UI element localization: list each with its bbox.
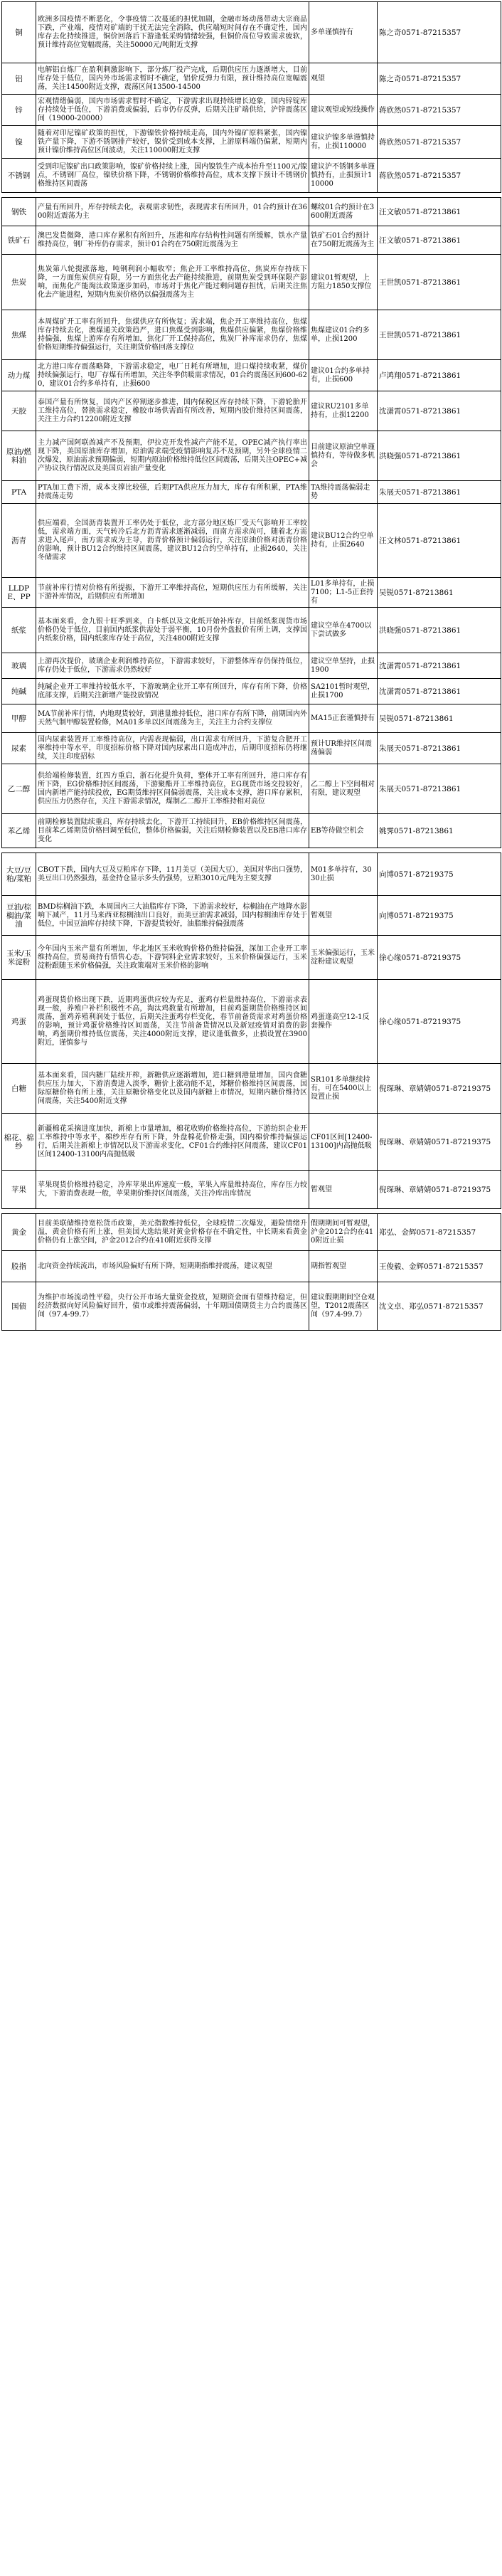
table-row <box>2 1114 501 1171</box>
contact-cell: 汪文敏0571-87213861 <box>378 198 501 226</box>
analysis-cell: 基本面来看，金九银十旺季到来，白卡纸以及文化纸开始补库存，目前纸浆现货市场价格仍处于低位，目前国内纸浆供需处于弱平衡，10月份外盘报价有所上调，支撑国内纸浆价格，国内纸浆库存处于高位，关注4800附近支撑 <box>36 608 309 653</box>
conclusion-cell: 建议空单坚持，止损1900 <box>309 653 378 679</box>
conclusion-cell: 玉米偏强运行，玉米淀粉建议观望 <box>309 936 378 980</box>
analysis-cell: 宏观情绪偏弱，国内市场需求暂时不确定，下游需求出现持续增长迹象，国内锌锭库存持续处于低位，下游消费或偏弱，后市仍存反弹，后期关注矿端供给，沪锌震荡区间（19000-20000） <box>36 95 309 126</box>
commodity-name-cell: 纯碱 <box>2 679 36 704</box>
contact-cell: 汪文敏0571-87213861 <box>378 226 501 255</box>
conclusion-cell: 多单谨慎持有 <box>309 2 378 63</box>
commodity-name-cell: 甲醇 <box>2 704 36 733</box>
commodity-name-cell: 纸浆 <box>2 608 36 653</box>
conclusion-cell: 建议假期期间空仓观望，T2012震荡区间（97.4-99.7） <box>309 1282 378 1331</box>
table-row <box>2 2 501 63</box>
contact-cell: 向博0571-87219375 <box>378 896 501 936</box>
conclusion-cell: 建议01暂观望，上方阻力1850支撑位 <box>309 255 378 310</box>
analysis-cell: 澳巴发货微降，港口库存累积有所回升，压港和库存结构性问题有所缓解，铁水产量维持高位，钢厂补库仍存需求，预计01合约在750附近震荡为主 <box>36 226 309 255</box>
table-row <box>2 653 501 679</box>
contact-cell: 陈之奇0571-87215357 <box>378 63 501 95</box>
commodity-name-cell: LLDPE、PP <box>2 578 36 608</box>
table-row <box>2 481 501 504</box>
commodity-name-cell: 国债 <box>2 1282 36 1331</box>
table-row <box>2 1064 501 1114</box>
table-row <box>2 391 501 431</box>
commodity-name-cell: 原油/燃料油 <box>2 431 36 481</box>
analysis-cell: 电解铝自炼厂在盈利刺激影响下，部分炼厂投产完成，后期供应压力逐渐增大，目前库存处于低位，国内外市场需求暂时不确定，铝价反弹力有限，预计维持高位宽幅震荡，关注14500附近支撑，震荡区间13500-14500 <box>36 63 309 95</box>
conclusion-cell: 建议沪不锈钢多单谨慎持有，止损预计110000 <box>309 159 378 193</box>
commodity-name-cell: 铁矿石 <box>2 226 36 255</box>
commodity-name-cell: 玻璃 <box>2 653 36 679</box>
contact-cell: 徐心缘0571-87219375 <box>378 980 501 1064</box>
contact-cell: 徐心缘0571-87219375 <box>378 936 501 980</box>
table-row <box>2 814 501 848</box>
contact-cell: 蒋欣然0571-87215357 <box>378 95 501 126</box>
analysis-cell: 新疆棉花采摘进度加快，新棉上市量增加，棉花收购价格维持高位，下游纺织企业开工率维持中等水平，棉纱库存有所下降，外盘棉花价格走强，国内棉价维持偏强运行，后期关注新棉上市情况以及下游需求变化，CF01合约维持区间震荡，建议CF01区间12400-13100内高抛低吸 <box>36 1114 309 1171</box>
analysis-cell: 苹果现货价格维持稳定，冷库苹果出库速度一般，苹果入库量维持高位，库存压力较大，下游消费表现一般，苹果期价维持区间震荡，关注冷库出库情况 <box>36 1171 309 1209</box>
table-row <box>2 126 501 159</box>
conclusion-cell: TA维持震荡偏弱走势 <box>309 481 378 504</box>
analysis-cell: 目前美联储维持宽松货币政策，美元指数维持低位，全球疫情二次爆发，避险情绪升温，黄金价格有所上涨，但美国大选结果对黄金价格存在不确定性，中长期来看黄金价格仍有上涨空间，沪金2012合约在410附近获得支撑 <box>36 1214 309 1251</box>
table-row <box>2 159 501 193</box>
section-gap <box>2 848 501 853</box>
commodity-name-cell: 乙二醇 <box>2 764 36 814</box>
commodity-name-cell: 焦煤 <box>2 310 36 360</box>
commodity-name-cell: 玉米/玉米淀粉 <box>2 936 36 980</box>
commodity-name-cell: 苯乙烯 <box>2 814 36 848</box>
analysis-cell: PTA加工费下滑，成本支撑比较强，后期PTA供应压力加大，库存有所积累，PTA维持震荡走势 <box>36 481 309 504</box>
conclusion-cell: SR101多单继续持有，可在5400以上设置止损 <box>309 1064 378 1114</box>
contact-cell: 洪晓强0571-87213861 <box>378 608 501 653</box>
conclusion-cell: 铁矿石01合约预计在750附近震荡为主 <box>309 226 378 255</box>
commodity-name-cell: 股指 <box>2 1251 36 1282</box>
conclusion-cell: 建议沪镍多单谨慎持有，止损110000 <box>309 126 378 159</box>
commodity-name-cell: 镍 <box>2 126 36 159</box>
analysis-cell: 节前补库行情对价格有所提振，下游开工率维持高位，短期供应压力有所缓解，关注下游补库情况，后期供应有所增加 <box>36 578 309 608</box>
analysis-cell: 本周煤矿开工率有所回升，焦煤供应有所恢复；需求端，焦企开工率维持高位，焦煤库存持续去化，澳煤通关政策趋严，进口焦煤受到影响，焦煤供应偏紧，焦煤价格维持偏强，焦煤上游库存有所增加，焦化厂开工保持高位，焦炭厂补库需求仍存，焦煤价格短期维持偏强运行，关注期货价格回落支撑位 <box>36 310 309 360</box>
analysis-cell: 随着对印尼镍矿政策的担忧，下游镍铁价格持续走高，国内外镍矿原料紧张，国内镍铁产量下降，下游不锈钢排产较好，镍价受到成本支撑，上游原料端仍偏紧，短期内预计镍价维持高位区间波动，关注110000附近支撑 <box>36 126 309 159</box>
commodity-name-cell: 大豆/豆粕/菜粕 <box>2 853 36 896</box>
contact-cell: 沈潇霄0571-87213861 <box>378 391 501 431</box>
table-row <box>2 853 501 896</box>
conclusion-cell: 建议BU12合约空单持有，止损2640 <box>309 504 378 578</box>
analysis-cell: 今年国内玉米产量有所增加，华北地区玉米收购价格仍维持偏强，深加工企业开工率维持高位，贸易商持有惜售心态，下游饲料企业需求较好，玉米价格偏强运行，玉米淀粉跟随玉米价格偏强，关注政策端对玉米价格的影响 <box>36 936 309 980</box>
conclusion-cell: 建议RU2101多单持有，止损12200 <box>309 391 378 431</box>
table-row <box>2 764 501 814</box>
analysis-cell: 受到印尼镍矿出口政策影响，镍矿价格持续上涨，国内镍铁生产成本抬升至1100元/镍点，不锈钢厂高位，镍铁价格下降，不锈钢价格维持高位，成本支撑下预计不锈钢价格维持区间震荡 <box>36 159 309 193</box>
table-row <box>2 578 501 608</box>
analysis-cell: 为维护市场流动性平稳，央行公开市场大量资金投放，短期资金面有望维持稳定，但经济数据向好风险偏好回升，债市或维持震荡偏弱，十年期国债期货主力合约震荡区间（97.4-99.7） <box>36 1282 309 1331</box>
commodity-name-cell: PTA <box>2 481 36 504</box>
commodity-name-cell: 棉花、棉纱 <box>2 1114 36 1171</box>
commodity-name-cell: 沥青 <box>2 504 36 578</box>
table-row <box>2 310 501 360</box>
table-row <box>2 608 501 653</box>
contact-cell: 郑弘、金辉0571-87215357 <box>378 1214 501 1251</box>
table-row <box>2 980 501 1064</box>
contact-cell: 陈之奇0571-87215357 <box>378 2 501 63</box>
table-row <box>2 226 501 255</box>
analysis-cell: 焦炭第八轮提涨落地，吨钢利润小幅收窄；焦企开工率维持高位，焦炭库存持续下降，一方面焦炭供应有限，另一方面焦化去产能持续推进，前期焦炭受到环保限产影响，而焦化产能淘汰政策逐步加码，市场对于焦化产能过剩问题存担忧，后期关注焦化去产能进程，短期内焦炭价格仍以偏强震荡为主 <box>36 255 309 310</box>
contact-cell: 蒋欣然0571-87215357 <box>378 126 501 159</box>
conclusion-cell: 观望 <box>309 63 378 95</box>
conclusion-cell: M01多单持有，3030止损 <box>309 853 378 896</box>
commodity-name-cell: 天胶 <box>2 391 36 431</box>
contact-cell: 倪琛琳、章婧婧0571-87219375 <box>378 1064 501 1114</box>
contact-cell: 向博0571-87219375 <box>378 853 501 896</box>
commodity-name-cell: 黄金 <box>2 1214 36 1251</box>
analysis-cell: BMD棕榈油下跌，本周国内三大油脂库存下降，下游需求较好，棕榈油在产地降水影响下减产，11月马来西亚棕榈油出口良好，而美豆油需求减弱，国内棕榈油库存处于低位，中国豆油库存持续下降，下游提货较好，油脂维持偏强震荡 <box>36 896 309 936</box>
table-row <box>2 360 501 391</box>
contact-cell: 沈文卓、郑弘0571-87215357 <box>378 1282 501 1331</box>
analysis-cell: 主力减产国阿联酋减产不及预期，伊拉克开发性减产产能不足，OPEC减产执行率出现下降，美国原油库存增加，原油需求端受疫情影响复苏不及预期，另外全球疫情二次爆发，原油需求预期偏弱，短期内原油价格维持低位区间震荡，后期关注OPEC+减产协议执行情况以及美国页岩油产量变化 <box>36 431 309 481</box>
contact-cell: 蒋欣然0571-87215357 <box>378 159 501 193</box>
strategy-table <box>1 1 501 1331</box>
contact-cell: 汪文林0571-87213861 <box>378 504 501 578</box>
table-row <box>2 1171 501 1209</box>
conclusion-cell: 鸡蛋逢高空12-1反套操作 <box>309 980 378 1064</box>
conclusion-cell: MA15正套谨慎持有 <box>309 704 378 733</box>
conclusion-cell: SA2101暂时观望，止损1700 <box>309 679 378 704</box>
commodity-name-cell: 不锈钢 <box>2 159 36 193</box>
conclusion-cell: 建议观望或短线操作 <box>309 95 378 126</box>
conclusion-cell: 暂观望 <box>309 896 378 936</box>
commodity-name-cell: 钢铁 <box>2 198 36 226</box>
contact-cell: 倪琛琳、章婧婧0571-87219375 <box>378 1114 501 1171</box>
contact-cell: 沈潇霄0571-87213861 <box>378 679 501 704</box>
table-row <box>2 1282 501 1331</box>
table-row <box>2 1251 501 1282</box>
conclusion-cell: 焦煤建议01合约多单，止损1200 <box>309 310 378 360</box>
contact-cell: 倪琛琳、章婧婧0571-87219375 <box>378 1171 501 1209</box>
commodity-name-cell: 尿素 <box>2 733 36 764</box>
conclusion-cell: 期指暂观望 <box>309 1251 378 1282</box>
analysis-cell: CBOT下跌，国内大豆及豆粕库存下降，11月美豆（美国大豆），美国对华出口强势，美豆出口仍然强劲，基金持仓显示多头仍强势，豆粕3010元/吨为主要支撑 <box>36 853 309 896</box>
contact-cell: 王俊毅、金辉0571-87215357 <box>378 1251 501 1282</box>
commodity-name-cell: 铝 <box>2 63 36 95</box>
analysis-cell: 产量有所回升，库存持续去化，表观需求韧性，表现需求有所回升，01合约预计在3600附近震荡为主 <box>36 198 309 226</box>
section-gap <box>2 1209 501 1214</box>
table-row <box>2 936 501 980</box>
commodity-name-cell: 苹果 <box>2 1171 36 1209</box>
analysis-cell: 欧洲多国疫情不断恶化，令事疫情二次蔓延的担忧加剧，金融市场动荡带动大宗商品下跌，产业端，疫情对矿端的干扰无法完全消除，供应端短时间存在不确定性，国内库存去化持续推进，铜价回落后下游逢低采购情绪较强，但铜价高位导致需求疲软，预计维持高位宽幅震荡，关注50000元/吨附近支撑 <box>36 2 309 63</box>
conclusion-cell: EB等待做空机会 <box>309 814 378 848</box>
table-row <box>2 704 501 733</box>
commodity-name-cell: 锌 <box>2 95 36 126</box>
contact-cell: 姚霁0571-87213861 <box>378 814 501 848</box>
conclusion-cell: 建议01合约多单持有，止损600 <box>309 360 378 391</box>
table-row <box>2 431 501 481</box>
contact-cell: 朱展天0571-87213861 <box>378 764 501 814</box>
table-row <box>2 255 501 310</box>
conclusion-cell: 假期期间可暂观望，沪金2012合约在410附近止损 <box>309 1214 378 1251</box>
conclusion-cell: 目前建议原油空单谨慎持有，等待做多机会 <box>309 431 378 481</box>
commodity-name-cell: 白糖 <box>2 1064 36 1114</box>
analysis-cell: 鸡蛋现货价格出现下跌，近期鸡蛋供应较为充足，蛋鸡存栏量维持高位，下游需求表现一般，养殖户补栏积极性不高，淘汰鸡数量有所增加，目前鸡蛋期货价格维持区间震荡，蛋鸡养殖利润处于低位，后期关注蛋鸡存栏变化，春节前备货需求对鸡蛋价格的影响，预计鸡蛋价格维持区间震荡，关注节前备货情况以及新冠疫情对消费的影响，鸡蛋期价维持低位震荡，关注4000附近支撑，建议逢低做多，止损设置在3900附近，谨慎参与 <box>36 980 309 1064</box>
contact-cell: 吴锐0571-87213861 <box>378 704 501 733</box>
commodity-name-cell: 焦炭 <box>2 255 36 310</box>
commodity-name-cell: 铜 <box>2 2 36 63</box>
contact-cell: 沈潇霄0571-87213861 <box>378 653 501 679</box>
analysis-cell: 北向资金持续流出，市场风险偏好有所下降，短期期指维持震荡，建议观望 <box>36 1251 309 1282</box>
analysis-cell: 前期检修装置陆续重启，库存持续去化，下游开工持续回升，EB价格维持区间震荡，目前苯乙烯期货价格回调至低位，整体价格偏弱，关注后期检修装置以及EB港口库存变化 <box>36 814 309 848</box>
table-row <box>2 896 501 936</box>
contact-cell: 卢鸿翔0571-87213861 <box>378 360 501 391</box>
analysis-cell: 纯碱企业开工率维持较低水平，下游玻璃企业开工率有所回升，库存有所下降，价格底部支撑，后期关注新增产能投放情况 <box>36 679 309 704</box>
contact-cell: 王世凯0571-87213861 <box>378 310 501 360</box>
conclusion-cell: CF01区间[12400-13100]内高抛低吸 <box>309 1114 378 1171</box>
analysis-cell: MA节前补库行情，内地现货较好，到港量维持低位，港口库存有所下降，前期国内外天然气制甲醇装置检修，MA01多单以区间震荡为主，关注主力合约支撑位 <box>36 704 309 733</box>
conclusion-cell: 乙二醇上下空间相对有限，建议观望 <box>309 764 378 814</box>
contact-cell: 朱展天0571-87213861 <box>378 733 501 764</box>
section-gap <box>2 193 501 198</box>
conclusion-cell: 暂观望 <box>309 1171 378 1209</box>
commodity-name-cell: 鸡蛋 <box>2 980 36 1064</box>
table-row <box>2 504 501 578</box>
conclusion-cell: 螺纹01合约预计在3600附近震荡 <box>309 198 378 226</box>
analysis-cell: 基本面来看，国内糖厂陆续开榨，新糖供应逐渐增加，进口糖到港量增加，国内食糖供应压力加大，下游消费进入淡季，糖价上涨动能不足，郑糖价格维持区间震荡，国际原糖价格有所上涨，关注原糖价格变化以及国内新糖上市情况，短期内糖价维持区间震荡，关注5400附近支撑 <box>36 1064 309 1114</box>
strategy-table-body <box>2 2 501 1331</box>
analysis-cell: 泰国产量有所恢复，国内产区停割逐步推进，国内保税区库存持续下降，下游轮胎开工维持高位，替换需求稳定，橡胶市场供需面有所改善，短期内胶价维持区间震荡，关注主力合约12200附近支撑 <box>36 391 309 431</box>
analysis-cell: 国内尿素装置开工率维持高位，内需表现偏弱，出口需求有所回升，下游复合肥开工率维持中等水平，印度招标价格下降对国内尿素出口造成冲击，后期印度招标仍将继续，关注印度招标 <box>36 733 309 764</box>
contact-cell: 洪晓强0571-87213861 <box>378 431 501 481</box>
analysis-cell: 北方港口库存震荡略降，下游需求稳定，电厂日耗有所增加，进口煤持续收紧，煤价持续偏强运行，电厂存煤有所增加，关注冬季供暖需求情况，01合约震荡区间600-620，建议01合约多单持有，止损600 <box>36 360 309 391</box>
table-row <box>2 95 501 126</box>
table-row <box>2 1214 501 1251</box>
conclusion-cell: 预计UR维持区间震荡偏弱 <box>309 733 378 764</box>
table-row <box>2 679 501 704</box>
analysis-cell: 供给端检修装置，红四方重启，浙石化提升负荷，整体开工率有所回升，港口库存有所下降，EG价格维持区间震荡，下游聚酯开工率维持高位，EG现货市场交投较好，国内新增产能持续投放，EG期货维持区间偏弱震荡，关注成本支撑，港口库存累积，供应压力仍然存在，关注下游需求情况，煤制乙二醇开工率维持相对高位 <box>36 764 309 814</box>
analysis-cell: 上游再次提价，玻璃企业利润维持高位，下游需求较好，下游整体库存仍保持低位，库存仍处于低位，下游需求仍然较好 <box>36 653 309 679</box>
analysis-cell: 供应端看，全国沥青装置开工率仍处于低位，北方部分地区炼厂受天气影响开工率较低，需求端方面，天气转冷后北方沥青需求逐渐减弱，而南方需求尚可，随着北方需求进入尾声，南方需求成为主导，沥青价格预计偏弱运行，关注原油价格对沥青价格的影响，预计BU12合约维持区间震荡，建议BU12合约空单持有，止损2640，关注冬储需求 <box>36 504 309 578</box>
table-row <box>2 198 501 226</box>
conclusion-cell: 建议空单在4700以下尝试做多 <box>309 608 378 653</box>
contact-cell: 朱展天0571-87213861 <box>378 481 501 504</box>
contact-cell: 吴锐0571-87213861 <box>378 578 501 608</box>
commodity-name-cell: 动力煤 <box>2 360 36 391</box>
table-row <box>2 63 501 95</box>
conclusion-cell: L01多单持有，止损7100；L1-5正套持有 <box>309 578 378 608</box>
contact-cell: 王世凯0571-87213861 <box>378 255 501 310</box>
table-row <box>2 733 501 764</box>
commodity-name-cell: 豆油/棕榈油/菜油 <box>2 896 36 936</box>
